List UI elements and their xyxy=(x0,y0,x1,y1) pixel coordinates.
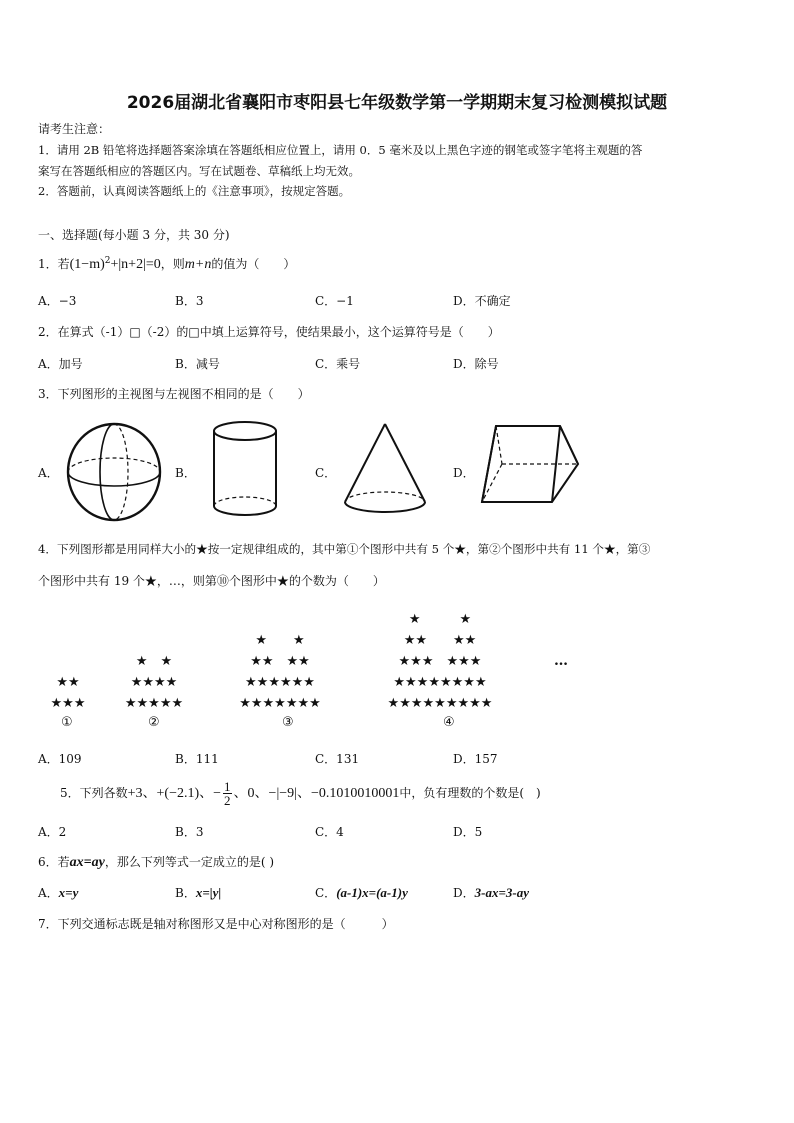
q1-expr-1: (1−m) xyxy=(69,257,105,272)
q2-option-b[interactable]: B．减号 xyxy=(175,357,220,371)
q6-suffix: ，那么下列等式一定成立的是( ) xyxy=(104,855,275,869)
q6-option-a-expr: x=y xyxy=(58,885,79,900)
prism-figure xyxy=(478,420,584,520)
q1-expr-2: +|n+2|=0 xyxy=(110,257,161,272)
q5-option-b[interactable]: B．3 xyxy=(175,825,204,839)
q3-option-c[interactable]: C． xyxy=(315,466,337,480)
q1-option-b[interactable]: B．3 xyxy=(175,294,204,308)
q5-option-d[interactable]: D．5 xyxy=(453,825,483,839)
question-4-line-1: 4．下列图形都是用同样大小的★按一定规律组成的，其中第①个图形中共有 5 个★，第②个图形中共有 11 个★，第③ xyxy=(38,542,651,556)
q4-option-c[interactable]: C．131 xyxy=(315,752,360,766)
q5-numbers-2: 、0、−|−9|、−0.1010010001 xyxy=(233,786,400,801)
question-4-line-2: 个图形中共有 19 个★，…，则第⑩个图形中★的个数为（ ） xyxy=(38,574,385,588)
q1-option-c[interactable]: C．−1 xyxy=(315,294,354,308)
question-7: 7．下列交通标志既是轴对称图形又是中心对称图形的是（ ） xyxy=(38,917,394,931)
q2-option-c[interactable]: C．乘号 xyxy=(315,357,361,371)
q1-prefix: 1．若 xyxy=(38,257,70,271)
question-2: 2．在算式（-1）□（-2）的□中填上运算符号，使结果最小，这个运算符号是（ ） xyxy=(38,325,500,339)
q4-option-a[interactable]: A．109 xyxy=(38,752,82,766)
question-6 xyxy=(38,853,274,871)
q1-exponent: 2 xyxy=(104,256,111,266)
q6-option-b[interactable] xyxy=(175,884,221,901)
q1-option-a[interactable]: A．−3 xyxy=(38,294,77,308)
q6-option-a[interactable] xyxy=(38,884,78,901)
q6-option-c-label: C． xyxy=(315,886,337,900)
q4-option-d[interactable]: D．157 xyxy=(453,752,498,766)
q3-option-b[interactable]: B． xyxy=(175,466,196,480)
q1-mid: ，则 xyxy=(160,257,185,271)
q6-option-c[interactable] xyxy=(315,884,408,901)
notice-line-2: 2．答题前，认真阅读答题纸上的《注意事项》，按规定答题。 xyxy=(38,184,351,198)
q6-option-a-label: A． xyxy=(38,886,59,900)
star-figure-3: ★ ★ ★★ ★★ ★★★★★★ ★★★★★★★ xyxy=(239,633,321,711)
q6-option-d[interactable] xyxy=(453,884,529,901)
notice-line-1b: 案写在答题纸相应的答题区内。写在试题卷、草稿纸上均无效。 xyxy=(38,164,360,178)
q3-option-a[interactable]: A． xyxy=(38,466,59,480)
q6-option-d-label: D． xyxy=(453,886,475,900)
q5-numbers-1: +3、+(−2.1)、− xyxy=(127,786,222,801)
q5-fraction xyxy=(223,780,232,807)
notice-line-1a: 1．请用 2B 铅笔将选择题答案涂填在答题纸相应位置上，请用 0．5 毫米及以上黑色字迹的钢笔或签字笔将主观题的答 xyxy=(38,143,643,157)
notice-heading: 请考生注意： xyxy=(38,122,111,136)
q5-fraction-denominator: 2 xyxy=(224,793,231,808)
q5-fraction-numerator: 1 xyxy=(224,779,231,794)
q2-option-d[interactable]: D．除号 xyxy=(453,357,499,371)
q6-prefix: 6．若 xyxy=(38,855,70,869)
q2-option-a[interactable]: A．加号 xyxy=(38,357,83,371)
q6-option-c-expr: (a-1)x=(a-1)y xyxy=(336,885,408,900)
q3-option-d[interactable]: D． xyxy=(453,466,475,480)
q1-expr-3: m+n xyxy=(184,257,212,272)
sphere-figure xyxy=(64,420,164,524)
figure-label-4: ④ xyxy=(443,715,455,730)
figure-label-2: ② xyxy=(148,715,160,730)
q1-option-d[interactable]: D．不确定 xyxy=(453,294,511,308)
q6-option-d-expr: 3-ax=3-ay xyxy=(474,885,529,900)
q1-suffix: 的值为（ ） xyxy=(211,257,296,271)
q5-option-a[interactable]: A．2 xyxy=(38,825,67,839)
figure-label-3: ③ xyxy=(282,715,294,730)
q6-option-b-expr: x=|y| xyxy=(195,885,222,900)
q6-option-b-label: B． xyxy=(175,886,196,900)
q6-condition: ax=ay xyxy=(69,855,105,870)
question-1 xyxy=(38,255,295,273)
cone-figure xyxy=(340,420,430,520)
cylinder-figure xyxy=(209,418,281,522)
q5-suffix: 中，负有理数的个数是( ) xyxy=(399,786,541,800)
question-3: 3．下列图形的主视图与左视图不相同的是（ ） xyxy=(38,387,310,401)
figure-ellipsis: … xyxy=(554,653,568,669)
q5-prefix: 5．下列各数 xyxy=(60,786,128,800)
figure-label-1: ① xyxy=(61,715,73,730)
page-title: 2026届湖北省襄阳市枣阳县七年级数学第一学期期末复习检测模拟试题 xyxy=(126,93,668,113)
q4-option-b[interactable]: B．111 xyxy=(175,752,219,766)
section-heading: 一、选择题(每小题 3 分，共 30 分) xyxy=(38,228,230,242)
star-figure-1: ★★ ★★★ xyxy=(50,675,86,711)
q5-option-c[interactable]: C．4 xyxy=(315,825,344,839)
star-figure-2: ★ ★ ★★★★ ★★★★★ xyxy=(124,654,184,711)
star-figure-4: ★ ★ ★★ ★★ ★★★ ★★★ ★★★★★★★★ ★★★★★★★★★ xyxy=(387,612,493,711)
question-5 xyxy=(60,780,541,812)
